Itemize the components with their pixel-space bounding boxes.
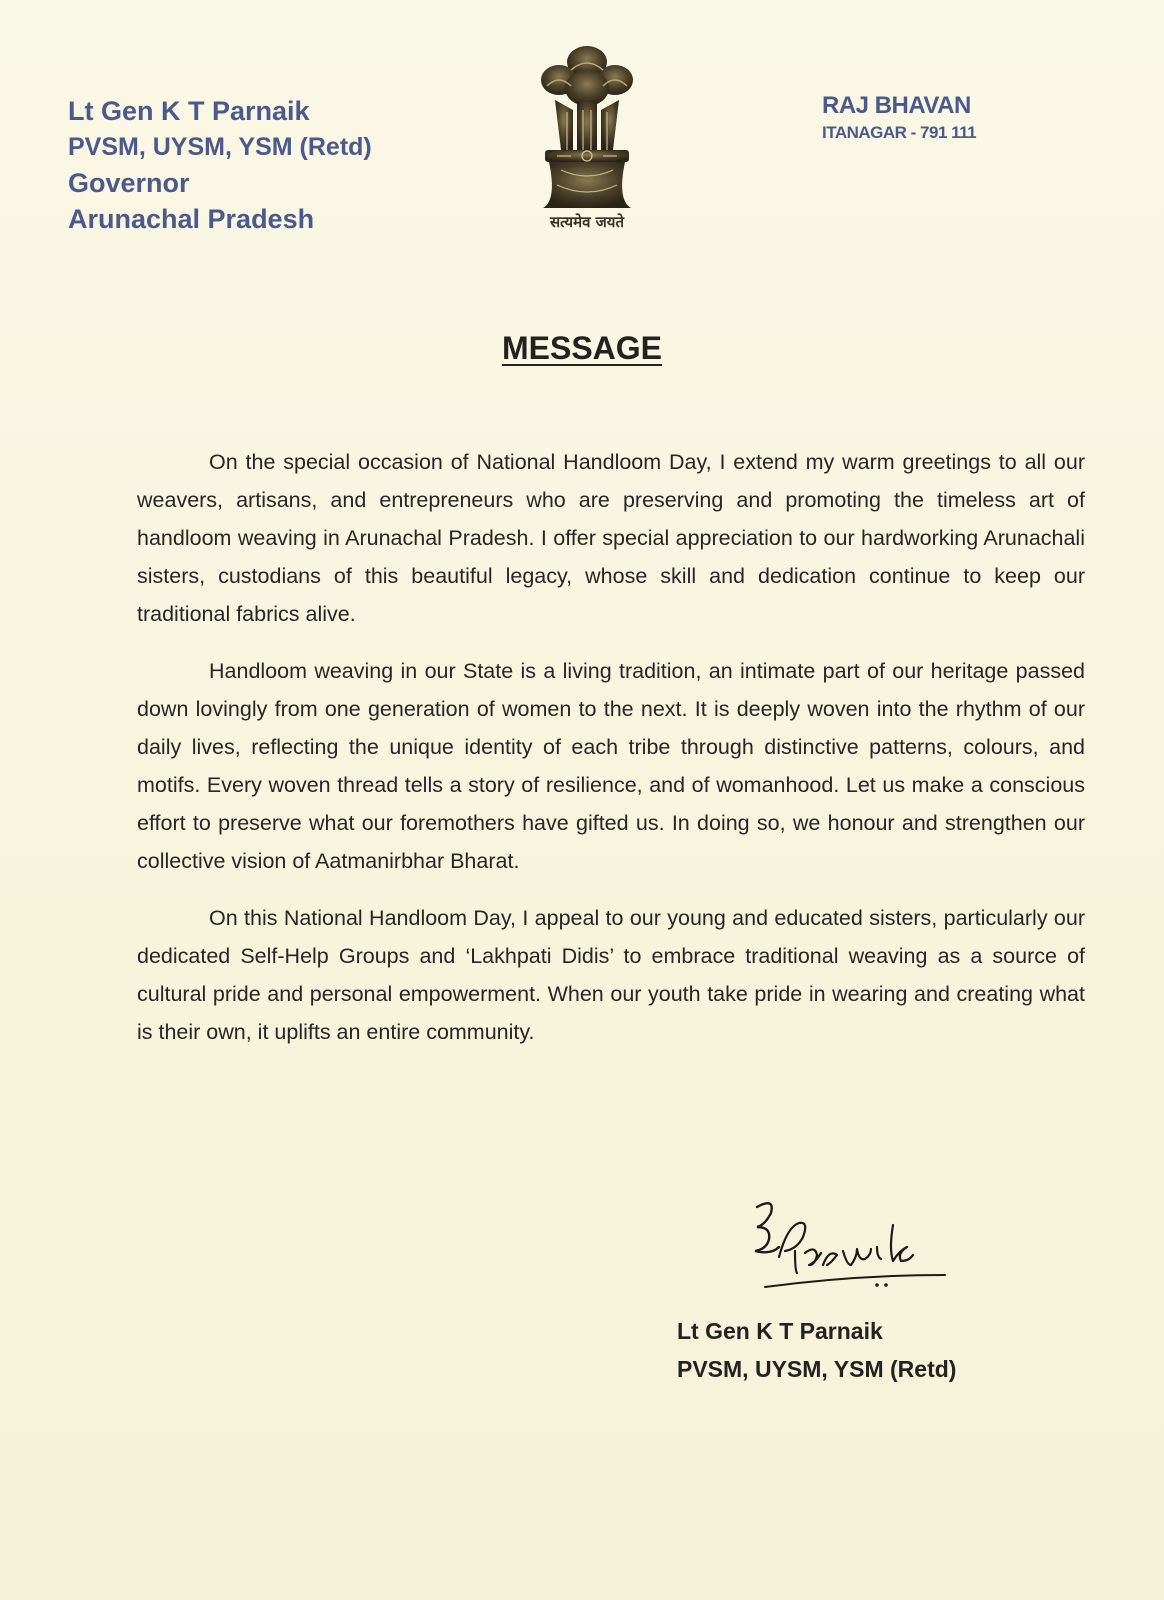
page-title bbox=[0, 330, 1164, 367]
address-office: RAJ BHAVAN bbox=[822, 92, 971, 119]
signatory-block bbox=[677, 1312, 956, 1388]
national-emblem-icon bbox=[527, 40, 647, 235]
address-city: ITANAGAR - 791 111 bbox=[822, 123, 977, 142]
paragraph: On the special occasion of National Handloom Day, I extend my warm greetings to all our weavers, artisans, and entrepreneurs who are preserving and promoting the timeless art of handloom weaving in Arunachal Pradesh. I offer special appreciation to our hardworking Arunachali sisters, custodians of this beautiful legacy, whose skill and dedication continue to keep our traditional fabrics alive. bbox=[137, 450, 1085, 626]
emblem-motto: सत्यमेव जयते bbox=[549, 213, 625, 231]
address-block bbox=[822, 91, 976, 145]
sender-block bbox=[68, 93, 372, 237]
signatory-honours: PVSM, UYSM, YSM (Retd) bbox=[677, 1356, 957, 1382]
title-text: MESSAGE bbox=[501, 330, 663, 366]
sender-name: Lt Gen K T Parnaik bbox=[68, 96, 310, 126]
message-body bbox=[137, 443, 1085, 1070]
sender-state: Arunachal Pradesh bbox=[68, 204, 315, 234]
sender-honours: PVSM, UYSM, YSM (Retd) bbox=[68, 133, 372, 161]
paragraph: Handloom weaving in our State is a living tradition, an intimate part of our heritage passed down lovingly from one generation of women to the next. It is deeply woven into the rhythm of our daily lives, reflecting the unique identity of each tribe through distinctive patterns, colours, and motifs. Every woven thread tells a story of resilience, and of womanhood. Let us make a conscious effort to preserve what our foremothers have gifted us. In doing so, we honour and strengthen our collective vision of Aatmanirbhar Bharat. bbox=[137, 659, 1085, 873]
handwritten-signature bbox=[745, 1195, 965, 1310]
paragraph: On this National Handloom Day, I appeal to our young and educated sisters, particularly our dedicated Self-Help Groups and ‘Lakhpati Didis’ to embrace traditional weaving as a source of cultural pride and personal empowerment. When our youth take pride in wearing and creating what is their own, it uplifts an entire community. bbox=[137, 906, 1085, 1044]
signatory-name: Lt Gen K T Parnaik bbox=[677, 1318, 883, 1344]
sender-designation: Governor bbox=[68, 168, 190, 198]
